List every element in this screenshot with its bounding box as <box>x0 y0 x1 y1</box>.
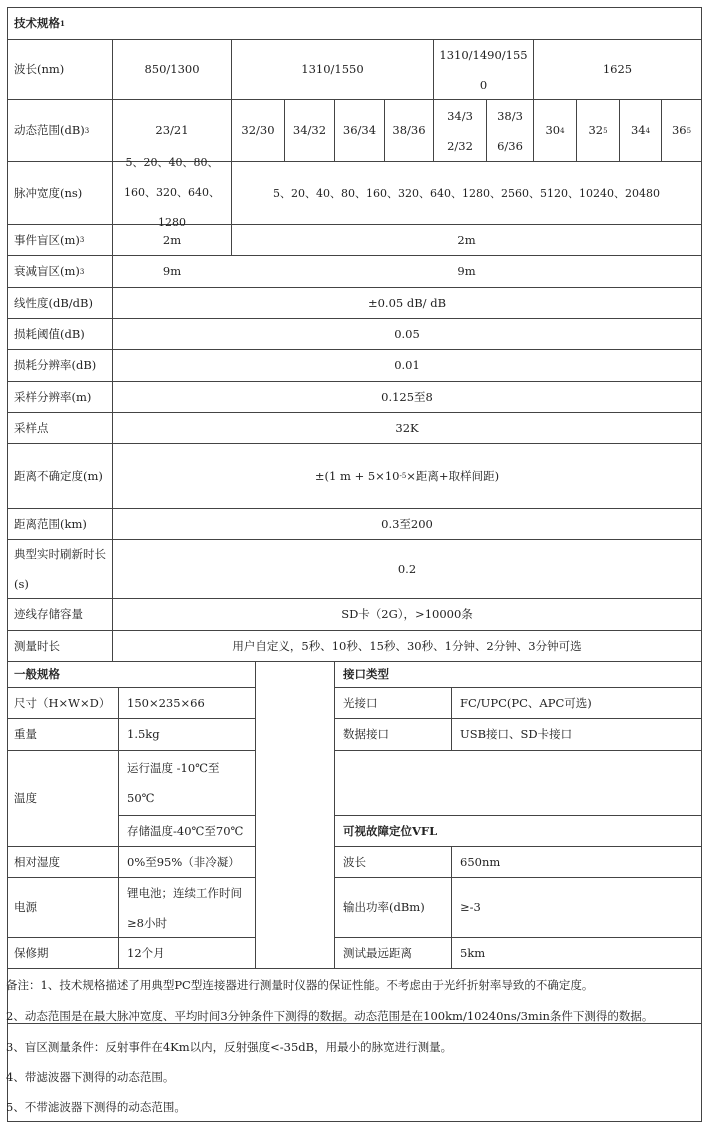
loss-resolution-label: 损耗分辨率(dB) <box>14 358 97 372</box>
dynamic-range-value: 36 5 <box>671 123 692 137</box>
wavelength-value: 1310/1550 <box>301 62 364 76</box>
distance-uncertainty-label: 距离不确定度(m) <box>14 469 103 483</box>
temperature-label: 温度 <box>14 791 37 805</box>
wavelength-value: 1625 <box>602 62 633 76</box>
vfl-power-label: 输出功率(dBm) <box>343 900 425 914</box>
warranty-label: 保修期 <box>14 945 49 960</box>
sample-resolution-value: 0.125至8 <box>381 389 433 404</box>
wavelength-value: 1310/1490/1550 <box>439 47 528 92</box>
refresh-value: 0.2 <box>397 561 417 576</box>
pulse-width-value: 5、20、40、80、160、320、640、1280、2560、5120、10240、20480 <box>273 186 660 200</box>
note-1: 备注：1、技术规格描述了用典型PC型连接器进行测量时仪器的保证性能。不考虑由于光纤折射率导致的不确定度。 <box>6 978 594 992</box>
pulse-width-label: 脉冲宽度(ns) <box>14 185 83 200</box>
sample-points-label: 采样点 <box>14 420 49 435</box>
event-dead-zone-value: 2m <box>457 232 476 247</box>
distance-range-value: 0.3至200 <box>381 516 433 531</box>
dynamic-range-value: 34/32 <box>292 123 327 137</box>
temperature-op-value: 运行温度 -10℃至50℃ <box>127 761 220 805</box>
size-value: 150×235×66 <box>127 695 205 710</box>
warranty-value: 12个月 <box>127 945 165 960</box>
general-spec-title: 一般规格 <box>14 667 60 681</box>
note-5: 5、不带滤波器下测得的动态范围。 <box>6 1100 186 1114</box>
vfl-distance-label: 测试最远距离 <box>343 945 412 960</box>
wavelength-label: 波长(nm) <box>14 62 65 76</box>
data-port-value: USB接口、SD卡接口 <box>460 727 573 741</box>
measure-time-value: 用户自定义，5秒、10秒、15秒、30秒、1分钟、2分钟、3分钟可选 <box>232 638 582 653</box>
power-label: 电源 <box>14 900 37 914</box>
vfl-distance-value: 5km <box>460 945 486 960</box>
dynamic-range-label: 动态范围(dB) 3 <box>14 123 90 137</box>
trace-storage-label: 迹线存储容量 <box>14 607 83 621</box>
data-port-label: 数据接口 <box>343 727 389 741</box>
dynamic-range-value: 36/34 <box>342 123 377 137</box>
pulse-width-value: 5、20、40、80、160、320、640、1280 <box>124 156 220 229</box>
vfl-wavelength-value: 650nm <box>460 854 501 869</box>
temperature-storage-value: 存储温度-40℃至70℃ <box>127 823 244 838</box>
dynamic-range-value: 23/21 <box>155 123 189 137</box>
vfl-title: 可视故障定位VFL <box>343 823 438 838</box>
loss-resolution-value: 0.01 <box>394 358 420 372</box>
event-dead-zone-label: 事件盲区(m) 3 <box>14 232 85 247</box>
sample-resolution-label: 采样分辨率(m) <box>14 389 92 404</box>
trace-storage-value: SD卡（2G），>10000条 <box>341 607 473 621</box>
note-3: 3、盲区测量条件：反射事件在4Km以内，反射强度<-35dB，用最小的脉宽进行测量。 <box>6 1040 453 1054</box>
optical-port-value: FC/UPC(PC、APC可选) <box>460 695 592 710</box>
measure-time-label: 测量时长 <box>14 638 60 653</box>
weight-label: 重量 <box>14 727 37 741</box>
atten-dead-zone-label: 衰减盲区(m) 3 <box>14 264 85 278</box>
vfl-wavelength-label: 波长 <box>343 854 366 869</box>
sample-points-value: 32K <box>395 420 419 435</box>
refresh-label: 典型实时刷新时长(s) <box>14 547 106 591</box>
interface-title: 接口类型 <box>343 667 389 681</box>
distance-uncertainty-value: ±(1 m + 5×10 -5 ×距离+取样间距) <box>314 468 500 483</box>
dynamic-range-value: 34/32/32 <box>447 108 473 153</box>
wavelength-value: 850/1300 <box>144 62 200 76</box>
linearity-label: 线性度(dB/dB) <box>14 295 93 310</box>
power-value: 锂电池；连续工作时间≥8小时 <box>127 885 242 930</box>
loss-threshold-label: 损耗阈值(dB) <box>14 326 85 341</box>
weight-value: 1.5kg <box>127 727 160 741</box>
humidity-label: 相对湿度 <box>14 854 60 869</box>
event-dead-zone-value: 2m <box>162 232 182 247</box>
tech-spec-title: 技术规格 1 <box>14 16 65 30</box>
atten-dead-zone-value: 9m <box>457 264 476 278</box>
loss-threshold-value: 0.05 <box>394 326 420 341</box>
note-2: 2、动态范围是在最大脉冲宽度、平均时间3分钟条件下测得的数据。动态范围是在100km/10240ns/3min条件下测得的数据。 <box>6 1009 654 1023</box>
dynamic-range-value: 38/36/36 <box>497 108 523 153</box>
dynamic-range-value: 34 4 <box>630 123 651 137</box>
dynamic-range-value: 32 5 <box>588 123 608 137</box>
dynamic-range-value: 38/36 <box>392 123 426 137</box>
optical-port-label: 光接口 <box>343 695 378 710</box>
note-4: 4、带滤波器下测得的动态范围。 <box>6 1070 175 1084</box>
distance-range-label: 距离范围(km) <box>14 516 87 531</box>
size-label: 尺寸（H×W×D） <box>14 695 111 710</box>
linearity-value: ±0.05 dB/ dB <box>367 295 447 310</box>
vfl-power-value: ≥-3 <box>460 900 481 914</box>
dynamic-range-value: 30 4 <box>545 123 565 137</box>
atten-dead-zone-value: 9m <box>162 264 182 278</box>
dynamic-range-value: 32/30 <box>241 123 275 137</box>
humidity-value: 0%至95%（非冷凝） <box>127 854 240 869</box>
